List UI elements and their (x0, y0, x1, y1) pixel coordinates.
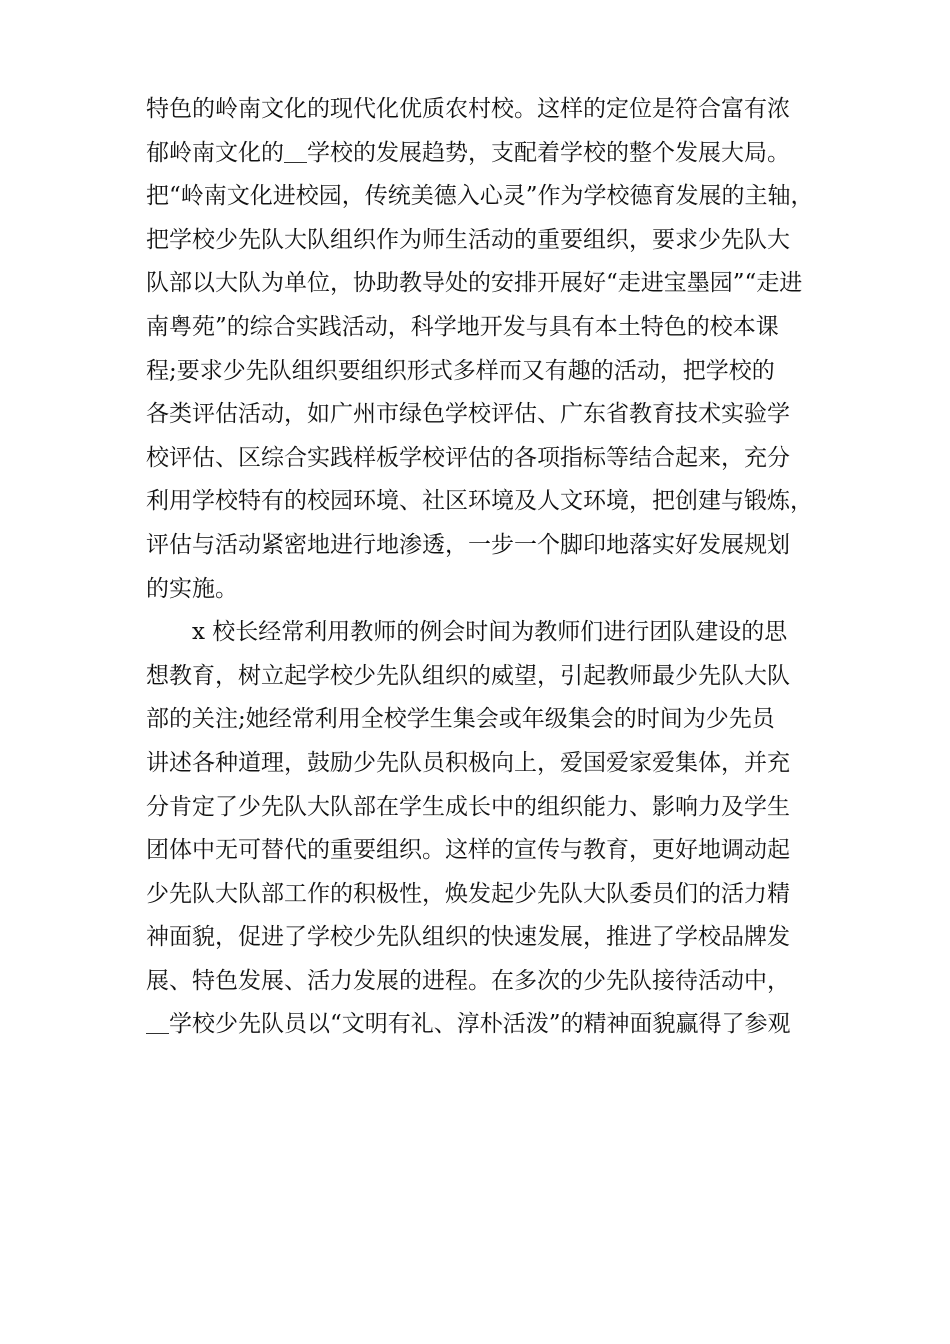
text-line: 展、特色发展、活力发展的进程。在多次的少先队接待活动中， (146, 967, 790, 994)
text-line: 程;要求少先队组织要组织形式多样而又有趣的活动，把学校的 (146, 357, 775, 384)
text-line: 分肯定了少先队大队部在学生成长中的组织能力、影响力及学生 (146, 793, 790, 820)
document-body (146, 88, 816, 1047)
text-line: 神面貌，促进了学校少先队组织的快速发展，推进了学校品牌发 (146, 924, 790, 951)
text-line: 的实施。 (146, 575, 238, 602)
text-line: 评估与活动紧密地进行地渗透，一步一个脚印地落实好发展规划 (146, 531, 790, 558)
text-line: 把学校少先队大队组织作为师生活动的重要组织，要求少先队大 (146, 226, 790, 253)
text-line: 各类评估活动，如广州市绿色学校评估、广东省教育技术实验学 (146, 401, 790, 428)
text-line: 特色的岭南文化的现代化优质农村校。这样的定位是符合富有浓 (146, 96, 790, 122)
text-line: 郁岭南文化的＿学校的发展趋势，支配着学校的整个发展大局。 (146, 139, 790, 166)
text-line: 少先队大队部工作的积极性，焕发起少先队大队委员们的活力精 (146, 880, 790, 907)
text-line: ＿学校少先队员以“文明有礼、淳朴活泼”的精神面貌赢得了参观 (146, 1011, 791, 1038)
text-line: 部的关注;她经常利用全校学生集会或年级集会的时间为少先员 (146, 706, 775, 733)
text-line: x 校长经常利用教师的例会时间为教师们进行团队建设的思 (192, 619, 788, 646)
text-line: 队部以大队为单位，协助教导处的安排开展好“走进宝墨园”“走进 (146, 270, 803, 297)
text-line: 利用学校特有的校园环境、社区环境及人文环境，把创建与锻炼， (146, 488, 813, 515)
text-line: 校评估、区综合实践样板学校评估的各项指标等结合起来，充分 (146, 444, 790, 471)
text-line: 想教育，树立起学校少先队组织的威望，引起教师最少先队大队 (146, 662, 790, 689)
text-line: 把“岭南文化进校园，传统美德入心灵”作为学校德育发展的主轴， (146, 183, 814, 210)
paragraph-1 (146, 88, 816, 611)
text-line: 团体中无可替代的重要组织。这样的宣传与教育，更好地调动起 (146, 837, 790, 864)
text-line: 南粤苑”的综合实践活动，科学地开发与具有本土特色的校本课 (146, 313, 779, 340)
text-line: 讲述各种道理，鼓励少先队员积极向上，爱国爱家爱集体，并充 (146, 749, 790, 776)
paragraph-2 (146, 611, 816, 1047)
